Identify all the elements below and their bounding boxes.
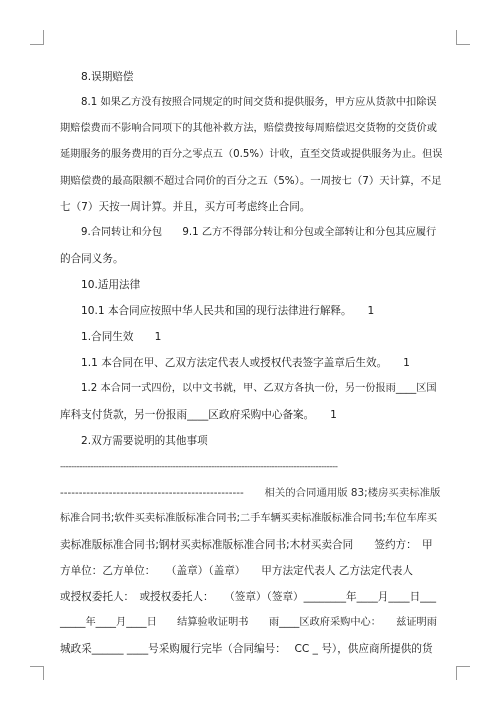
paragraph-line: 延期服务的服务费用的百分之零点五（0.5%）计收，直至交货或提供服务为止。但误 (60, 149, 443, 160)
crop-mark-bottom-right-h (456, 666, 470, 667)
crop-mark-top-right-h (456, 44, 470, 45)
heading-liquidated-damages: 8.误期赔偿 (81, 71, 134, 83)
paragraph-line: 的合同义务。 (60, 253, 124, 265)
heading-other-matters: 2.双方需要说明的其他事项 (81, 435, 208, 447)
paragraph-line: 卖标准版标准合同书;钢材买卖标准版标准合同书;木材买卖合同 签约方： 甲 (60, 539, 433, 551)
paragraph-line: 期赔偿费而不影响合同项下的其他补救方法，赔偿费按每周赔偿迟交货物的交货价或 (60, 123, 437, 134)
paragraph-line: 方单位：乙方单位： （盖章）（盖章） 甲方法定代表人 乙方法定代表人 (60, 565, 413, 577)
paragraph-line: 七（7）天按一周计算。并且，买方可考虑终止合同。 (60, 201, 311, 213)
paragraph-line: 1.2 本合同一式四份，以中文书就，甲、乙双方各执一份，另一份报雨____区国 (81, 383, 437, 394)
crop-mark-top-right-v (456, 30, 457, 44)
paragraph-line: _____年____月____日 结算验收证明书 雨____区政府采购中心： 兹证明雨 (60, 617, 437, 628)
dashed-separator: ----------------------------------------------------------------------------------------------------- (60, 462, 338, 472)
paragraph-line: 9.合同转让和分包 9.1 乙方不得部分转让和分包或全部转让和分包其应履行 (81, 227, 437, 238)
crop-mark-top-left-v (43, 30, 44, 44)
paragraph-line: 8.1 如果乙方没有按照合同规定的时间交货和提供服务，甲方应从货款中扣除误 (81, 97, 437, 108)
heading-contract-effective: 1.合同生效 1 (81, 331, 162, 343)
dashed-separator-with-text: ------------------------------------------------- 相关的合同通用版 83;楼房买卖标准版 (60, 487, 441, 499)
paragraph-line: 或授权委托人： 或授权委托人： （签章）（签章）________年____月____日___ (60, 591, 437, 603)
crop-mark-bottom-left-v (43, 666, 44, 680)
paragraph-line: 库科支付货款，另一份报雨____区政府采购中心备案。 1 (60, 409, 337, 421)
crop-mark-bottom-left-h (30, 666, 44, 667)
paragraph-line: 1.1 本合同在甲、乙双方法定代表人或授权代表签字盖章后生效。 1 (81, 357, 410, 369)
crop-mark-top-left-h (30, 44, 44, 45)
paragraph-line: 城政采______ ____号采购履行完毕（合同编号： CC _ 号），供应商所提供的货 (60, 643, 433, 655)
crop-mark-bottom-right-v (456, 666, 457, 680)
document-body (60, 64, 442, 662)
paragraph-line: 10.1 本合同应按照中华人民共和国的现行法律进行解释。 1 (81, 305, 375, 317)
paragraph-line: 标准合同书;软件买卖标准版标准合同书;二手车辆买卖标准版标准合同书;车位车库买 (60, 513, 438, 524)
heading-applicable-law: 10.适用法律 (81, 279, 141, 291)
paragraph-line: 期赔偿费的最高限额不超过合同价的百分之五（5%）。一周按七（7）天计算，不足 (60, 175, 442, 187)
